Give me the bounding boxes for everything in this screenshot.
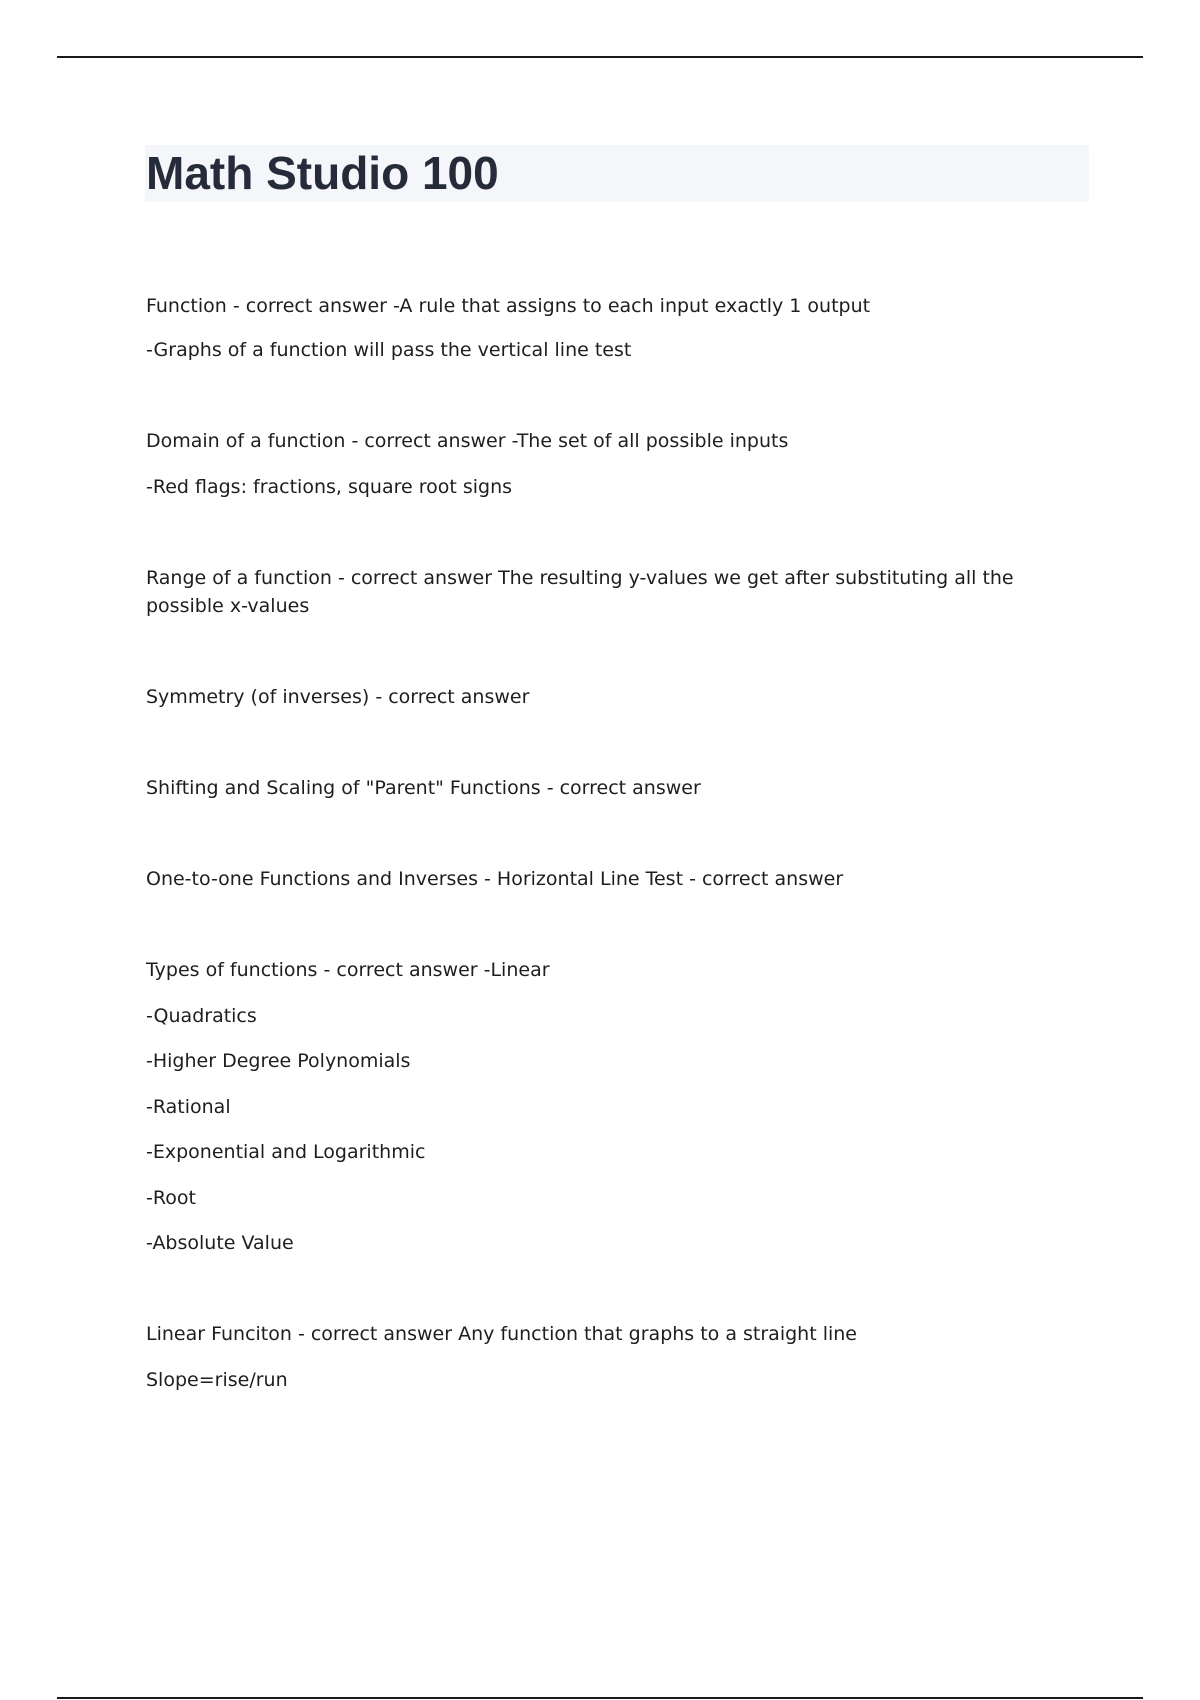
entry-function-detail: -Graphs of a function will pass the vertical line test	[146, 339, 632, 361]
entry-types-term: Types of functions - correct answer -Linear	[146, 959, 550, 981]
bottom-rule	[57, 1697, 1143, 1699]
entry-types-item: -Exponential and Logarithmic	[146, 1141, 426, 1163]
entry-function-term: Function - correct answer -A rule that assigns to each input exactly 1 output	[146, 295, 871, 317]
entry-domain-term: Domain of a function - correct answer -The set of all possible inputs	[146, 430, 789, 452]
entry-linear-term: Linear Funciton - correct answer Any function that graphs to a straight line	[146, 1323, 857, 1345]
entry-shifting-term: Shifting and Scaling of "Parent" Functions - correct answer	[146, 777, 701, 799]
entry-types-item: -Absolute Value	[146, 1232, 294, 1254]
entry-linear-detail: Slope=rise/run	[146, 1369, 288, 1391]
top-rule	[57, 56, 1143, 58]
entry-one-to-one-term: One-to-one Functions and Inverses - Horizontal Line Test - correct answer	[146, 868, 844, 890]
entry-types-item: -Root	[146, 1187, 196, 1209]
page-title: Math Studio 100	[146, 147, 499, 199]
entry-domain-detail: -Red flags: fractions, square root signs	[146, 476, 513, 498]
entry-range-term: Range of a function - correct answer The resulting y-values we get after substituting all the possible x-values	[146, 567, 1014, 617]
entry-symmetry-term: Symmetry (of inverses) - correct answer	[146, 686, 530, 708]
entry-types-item: -Rational	[146, 1096, 231, 1118]
entry-types-item: -Quadratics	[146, 1005, 257, 1027]
entry-types-item: -Higher Degree Polynomials	[146, 1050, 411, 1072]
